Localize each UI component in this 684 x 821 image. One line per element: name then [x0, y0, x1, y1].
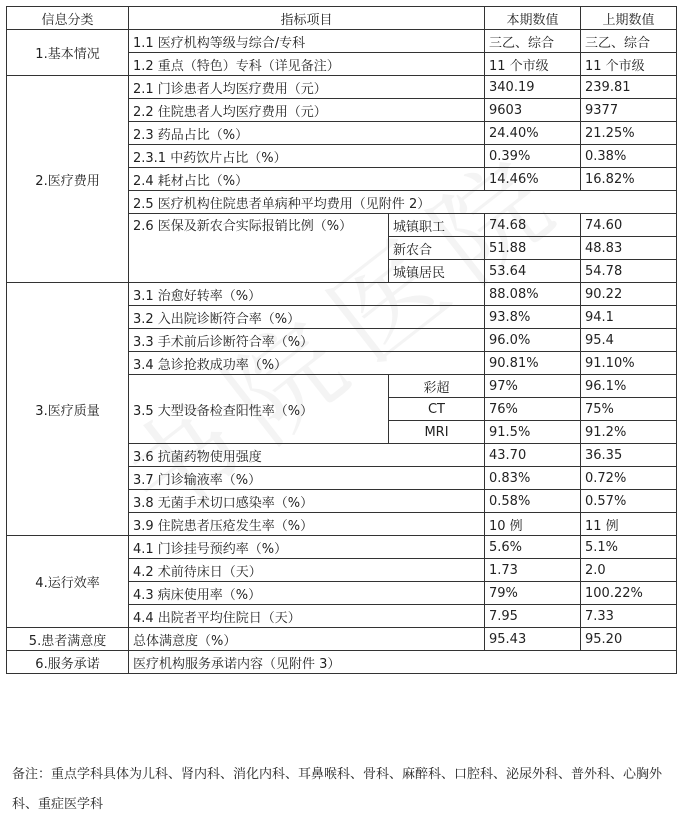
indicator-cell: 1.1 医疗机构等级与综合/专科 [129, 30, 485, 53]
previous-value-cell: 95.4 [581, 329, 677, 352]
previous-value-cell: 239.81 [581, 76, 677, 99]
previous-value-cell: 11 例 [581, 513, 677, 536]
current-value-cell: 7.95 [485, 605, 581, 628]
indicator-cell: 2.4 耗材占比（%） [129, 168, 485, 191]
previous-value-cell: 90.22 [581, 283, 677, 306]
previous-value-cell: 91.10% [581, 352, 677, 375]
table-row [7, 30, 677, 53]
current-value-cell: 1.73 [485, 559, 581, 582]
current-value-cell: 76% [485, 398, 581, 421]
current-value-cell: 51.88 [485, 237, 581, 260]
table-header-row [7, 7, 677, 30]
indicator-cell: 3.9 住院患者压疮发生率（%） [129, 513, 485, 536]
indicator-cell: 2.6 医保及新农合实际报销比例（%） [129, 214, 389, 283]
current-value-cell: 97% [485, 375, 581, 398]
current-value-cell: 74.68 [485, 214, 581, 237]
indicator-cell: 3.1 治愈好转率（%） [129, 283, 485, 306]
header-previous: 上期数值 [581, 7, 677, 30]
current-value-cell: 95.43 [485, 628, 581, 651]
sub-indicator-cell: 城镇居民 [389, 260, 485, 283]
current-value-cell: 0.58% [485, 490, 581, 513]
sub-indicator-cell: CT [389, 398, 485, 421]
table-row [7, 536, 677, 559]
previous-value-cell: 74.60 [581, 214, 677, 237]
category-cell: 3.医疗质量 [7, 283, 129, 536]
current-value-cell: 5.6% [485, 536, 581, 559]
current-value-cell: 90.81% [485, 352, 581, 375]
previous-value-cell: 36.35 [581, 444, 677, 467]
previous-value-cell: 95.20 [581, 628, 677, 651]
previous-value-cell: 11 个市级 [581, 53, 677, 76]
previous-value-cell: 2.0 [581, 559, 677, 582]
current-value-cell: 79% [485, 582, 581, 605]
current-value-cell: 88.08% [485, 283, 581, 306]
indicator-cell: 4.1 门诊挂号预约率（%） [129, 536, 485, 559]
previous-value-cell: 75% [581, 398, 677, 421]
indicator-cell: 1.2 重点（特色）专科（详见备注） [129, 53, 485, 76]
current-value-cell: 10 例 [485, 513, 581, 536]
previous-value-cell: 100.22% [581, 582, 677, 605]
current-value-cell: 0.83% [485, 467, 581, 490]
indicator-cell: 3.6 抗菌药物使用强度 [129, 444, 485, 467]
previous-value-cell: 三乙、综合 [581, 30, 677, 53]
current-value-cell: 91.5% [485, 421, 581, 444]
table-row [7, 283, 677, 306]
indicator-cell: 2.3.1 中药饮片占比（%） [129, 145, 485, 168]
sub-indicator-cell: 彩超 [389, 375, 485, 398]
indicator-cell: 3.8 无菌手术切口感染率（%） [129, 490, 485, 513]
current-value-cell: 96.0% [485, 329, 581, 352]
indicator-cell: 3.3 手术前后诊断符合率（%） [129, 329, 485, 352]
table-row [7, 76, 677, 99]
category-cell: 4.运行效率 [7, 536, 129, 628]
current-value-cell: 53.64 [485, 260, 581, 283]
previous-value-cell: 54.78 [581, 260, 677, 283]
previous-value-cell: 94.1 [581, 306, 677, 329]
category-cell: 1.基本情况 [7, 30, 129, 76]
sub-indicator-cell: 城镇职工 [389, 214, 485, 237]
table-row [7, 651, 677, 674]
previous-value-cell: 0.72% [581, 467, 677, 490]
previous-value-cell: 9377 [581, 99, 677, 122]
sub-indicator-cell: 新农合 [389, 237, 485, 260]
category-cell: 6.服务承诺 [7, 651, 129, 674]
current-value-cell: 11 个市级 [485, 53, 581, 76]
indicator-cell: 3.2 入出院诊断符合率（%） [129, 306, 485, 329]
previous-value-cell: 7.33 [581, 605, 677, 628]
indicator-cell: 2.1 门诊患者人均医疗费用（元） [129, 76, 485, 99]
indicator-cell: 2.3 药品占比（%） [129, 122, 485, 145]
table-row [7, 628, 677, 651]
previous-value-cell: 0.38% [581, 145, 677, 168]
previous-value-cell: 48.83 [581, 237, 677, 260]
indicator-table [6, 6, 677, 674]
current-value-cell: 24.40% [485, 122, 581, 145]
category-cell: 2.医疗费用 [7, 76, 129, 283]
footnote: 备注：重点学科具体为儿科、肾内科、消化内科、耳鼻喉科、骨科、麻醉科、口腔科、泌尿外科、普外科、心胸外科、重症医学科 [12, 767, 663, 812]
previous-value-cell: 91.2% [581, 421, 677, 444]
current-value-cell: 9603 [485, 99, 581, 122]
previous-value-cell: 21.25% [581, 122, 677, 145]
indicator-cell: 4.4 出院者平均住院日（天） [129, 605, 485, 628]
category-cell: 5.患者满意度 [7, 628, 129, 651]
indicator-cell: 2.2 住院患者人均医疗费用（元） [129, 99, 485, 122]
previous-value-cell: 16.82% [581, 168, 677, 191]
current-value-cell: 0.39% [485, 145, 581, 168]
indicator-cell: 医疗机构服务承诺内容（见附件 3） [129, 651, 677, 674]
current-value-cell: 43.70 [485, 444, 581, 467]
indicator-cell: 总体满意度（%） [129, 628, 485, 651]
header-indicator: 指标项目 [129, 7, 485, 30]
current-value-cell: 340.19 [485, 76, 581, 99]
indicator-cell: 2.5 医疗机构住院患者单病种平均费用（见附件 2） [129, 191, 677, 214]
indicator-cell: 3.5 大型设备检查阳性率（%） [129, 375, 389, 444]
indicator-cell: 3.4 急诊抢救成功率（%） [129, 352, 485, 375]
indicator-cell: 4.2 术前待床日（天） [129, 559, 485, 582]
previous-value-cell: 5.1% [581, 536, 677, 559]
previous-value-cell: 96.1% [581, 375, 677, 398]
current-value-cell: 93.8% [485, 306, 581, 329]
current-value-cell: 14.46% [485, 168, 581, 191]
indicator-cell: 3.7 门诊输液率（%） [129, 467, 485, 490]
current-value-cell: 三乙、综合 [485, 30, 581, 53]
header-current: 本期数值 [485, 7, 581, 30]
indicator-cell: 4.3 病床使用率（%） [129, 582, 485, 605]
header-category: 信息分类 [7, 7, 129, 30]
previous-value-cell: 0.57% [581, 490, 677, 513]
sub-indicator-cell: MRI [389, 421, 485, 444]
